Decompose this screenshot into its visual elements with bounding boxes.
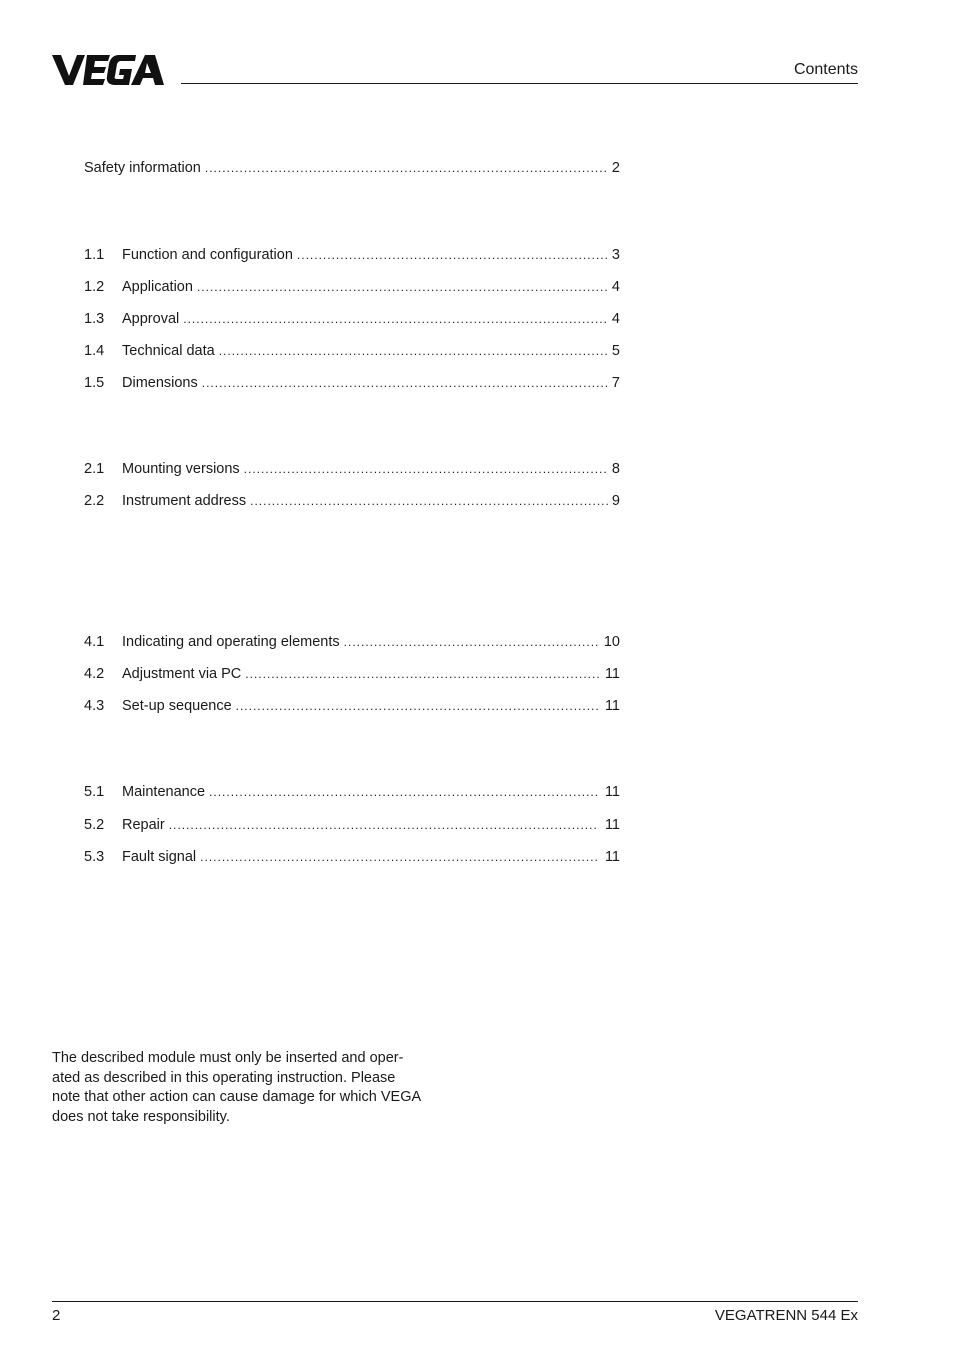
toc-entry-number: 4.2 bbox=[84, 666, 105, 682]
toc-dot-leader bbox=[205, 158, 608, 178]
toc-entry[interactable] bbox=[84, 277, 620, 297]
toc-entry-page: 3 bbox=[611, 247, 620, 263]
footer-page-number: 2 bbox=[52, 1307, 61, 1324]
toc-entry-number: 1.5 bbox=[84, 375, 105, 391]
toc-entry-number: 1.2 bbox=[84, 279, 105, 295]
notice-line: ated as described in this operating instruction. Please bbox=[52, 1069, 396, 1086]
toc-entry-page: 2 bbox=[611, 160, 620, 176]
toc-entry-title: Function and configuration bbox=[122, 247, 293, 263]
toc-entry-title: Mounting versions bbox=[122, 461, 240, 477]
toc-dot-leader bbox=[236, 696, 599, 716]
toc-entry-page: 11 bbox=[604, 698, 620, 714]
notice-line: note that other action can cause damage for which VEGA bbox=[52, 1089, 422, 1105]
toc-dot-leader bbox=[250, 491, 608, 511]
toc-entry-title: Fault signal bbox=[122, 849, 197, 865]
toc-entry-page: 11 bbox=[604, 666, 620, 682]
toc-dot-leader bbox=[209, 782, 599, 802]
toc-dot-leader bbox=[344, 632, 599, 652]
section-title: Contents bbox=[793, 61, 858, 78]
toc-dot-leader bbox=[245, 664, 599, 684]
toc-entry-number: 2.2 bbox=[84, 493, 105, 509]
toc-entry-page: 4 bbox=[611, 311, 620, 327]
toc-entry[interactable] bbox=[84, 664, 620, 684]
toc-entry-title: Approval bbox=[122, 311, 180, 327]
toc-entry[interactable] bbox=[84, 696, 620, 716]
toc-entry-number: 2.1 bbox=[84, 461, 105, 477]
toc-entry[interactable] bbox=[84, 341, 620, 361]
toc-dot-leader bbox=[169, 815, 599, 835]
toc-entry-number: 1.3 bbox=[84, 311, 105, 327]
toc-entry-title: Technical data bbox=[122, 343, 215, 359]
toc-entry-number: 1.4 bbox=[84, 343, 105, 359]
toc-dot-leader bbox=[197, 277, 608, 297]
toc-entry-page: 11 bbox=[604, 849, 620, 865]
footer-product-name: VEGATRENN 544 Ex bbox=[714, 1307, 858, 1324]
toc-entry[interactable] bbox=[84, 815, 620, 835]
toc-entry-number: 1.1 bbox=[84, 247, 105, 263]
toc-dot-leader bbox=[244, 459, 608, 479]
toc-entry[interactable] bbox=[84, 373, 620, 393]
toc-entry-title: Repair bbox=[122, 816, 165, 833]
toc-entry-number: 5.1 bbox=[84, 784, 105, 800]
toc-entry[interactable] bbox=[84, 632, 620, 652]
toc-entry-title: Instrument address bbox=[122, 493, 247, 509]
toc-entry-title: Safety information bbox=[84, 160, 201, 176]
toc-entry-number: 5.3 bbox=[84, 849, 105, 865]
header-rule bbox=[181, 83, 858, 84]
toc-dot-leader bbox=[183, 309, 608, 329]
toc-dot-leader bbox=[200, 847, 599, 867]
notice-line: The described module must only be inserted and oper- bbox=[52, 1050, 404, 1066]
toc-entry[interactable] bbox=[84, 782, 620, 802]
toc-entry-page: 5 bbox=[611, 343, 620, 359]
toc-entry-number: 5.2 bbox=[84, 816, 105, 833]
toc-entry-page: 8 bbox=[611, 461, 620, 477]
toc-entry-title: Application bbox=[122, 279, 193, 295]
toc-dot-leader bbox=[297, 245, 608, 265]
toc-entry-page: 7 bbox=[611, 375, 620, 391]
toc-entry-title: Adjustment via PC bbox=[122, 666, 242, 682]
toc-entry-number: 4.3 bbox=[84, 698, 105, 714]
vega-logo bbox=[52, 52, 172, 86]
notice-line: does not take responsibility. bbox=[52, 1108, 230, 1125]
toc-dot-leader bbox=[219, 341, 608, 361]
toc-entry[interactable] bbox=[84, 158, 620, 178]
notice-paragraph bbox=[52, 1049, 462, 1127]
toc-entry-page: 9 bbox=[611, 493, 620, 509]
toc-entry-page: 4 bbox=[611, 279, 620, 295]
toc-entry-page: 11 bbox=[604, 816, 620, 833]
footer-rule bbox=[52, 1301, 858, 1302]
toc-entry-page: 10 bbox=[603, 634, 620, 650]
toc-entry[interactable] bbox=[84, 847, 620, 867]
toc-entry-title: Set-up sequence bbox=[122, 698, 232, 714]
toc-entry-number: 4.1 bbox=[84, 634, 105, 650]
toc-entry[interactable] bbox=[84, 245, 620, 265]
toc-entry[interactable] bbox=[84, 491, 620, 511]
toc-dot-leader bbox=[202, 373, 608, 393]
toc-entry[interactable] bbox=[84, 309, 620, 329]
toc-entry-title: Dimensions bbox=[122, 375, 198, 391]
toc-entry-title: Maintenance bbox=[122, 784, 206, 800]
toc-entry[interactable] bbox=[84, 459, 620, 479]
toc-entry-page: 11 bbox=[604, 784, 620, 800]
toc-entry-title: Indicating and operating elements bbox=[122, 634, 340, 650]
